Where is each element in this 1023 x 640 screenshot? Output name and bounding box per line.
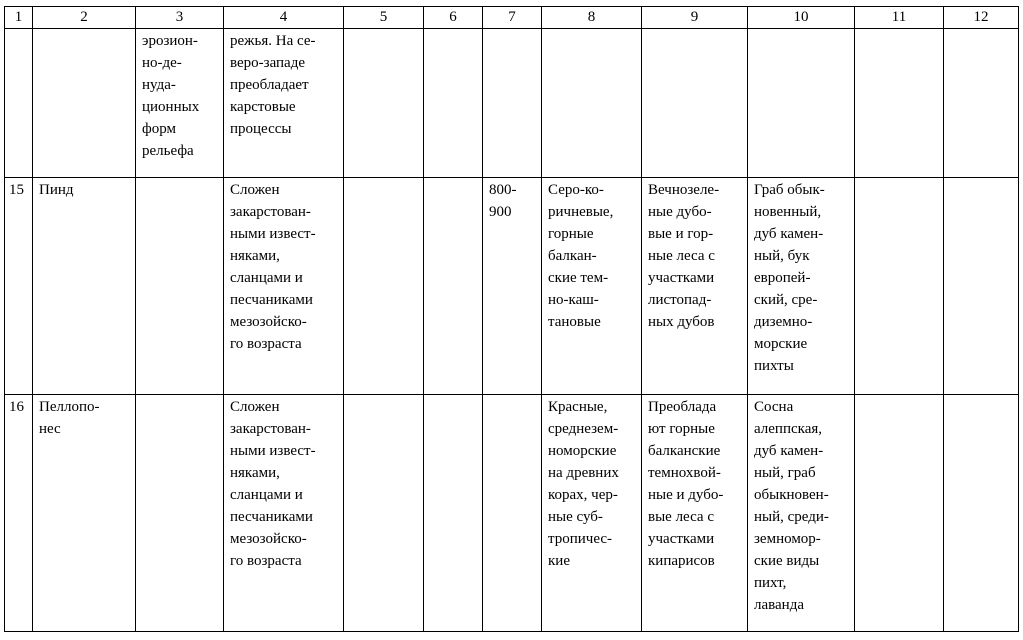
vegetation-cell [642, 29, 748, 178]
cell-text-line: вые и гор- [648, 226, 714, 242]
col11-cell [855, 178, 944, 395]
cell-text-line: балканские [648, 443, 721, 459]
cell-text-line: Сложен [230, 399, 280, 415]
cell-text-line: эрозион- [142, 33, 198, 49]
cell-text-line: листопад- [648, 292, 712, 308]
relief-cell [136, 178, 224, 395]
cell-text-line: на древних [548, 465, 619, 481]
cell-text-line: ные леса с [648, 248, 715, 264]
cell-text-line: ют горные [648, 421, 715, 437]
header-cell: 12 [944, 7, 1019, 29]
cell-text-line: горные [548, 226, 594, 242]
cell-text-line: Сосна [754, 399, 794, 415]
region-cell [33, 178, 136, 395]
cell-text-line: диземно- [754, 314, 813, 330]
header-row [5, 7, 1019, 29]
cell-text-line: но-де- [142, 55, 182, 71]
altitude-cell [483, 29, 542, 178]
header-cell: 2 [33, 7, 136, 29]
header-cell: 6 [424, 7, 483, 29]
cell-text-line: нуда- [142, 77, 176, 93]
vegetation-cell [642, 395, 748, 632]
cell-text-line: 800- [489, 182, 517, 198]
geology-cell [224, 178, 344, 395]
cell-text-line: морские [754, 336, 808, 352]
cell-text-line: режья. На се- [230, 33, 316, 49]
col12-cell [944, 395, 1019, 632]
header-cell: 10 [748, 7, 855, 29]
header-cell: 4 [224, 7, 344, 29]
cell-text-line: ный, граб [754, 465, 816, 481]
cell-text-line: веро-западе [230, 55, 306, 71]
cell-text-line: ские виды [754, 553, 820, 569]
region-cell [33, 395, 136, 632]
cell-text-line: лаванда [754, 597, 805, 613]
cell-text-line: новенный, [754, 204, 822, 220]
cell-text-line: няками, [230, 465, 280, 481]
relief-cell [136, 395, 224, 632]
col5-cell [344, 178, 424, 395]
col5-cell [344, 395, 424, 632]
cell-text-line: ными извест- [230, 443, 316, 459]
header-cell: 9 [642, 7, 748, 29]
cell-text-line: участками [648, 531, 715, 547]
region-cell [33, 29, 136, 178]
cell-text-line: пихты [754, 358, 794, 374]
cell-text-line: рельефа [142, 143, 194, 159]
cell-text-line: европей- [754, 270, 811, 286]
cell-text-line: тановые [548, 314, 601, 330]
cell-text-line: Преоблада [648, 399, 717, 415]
table-row [5, 395, 1019, 632]
cell-text-line: алеппская, [754, 421, 823, 437]
cell-text-line: песчаниками [230, 509, 313, 525]
cell-text-line: ные суб- [548, 509, 603, 525]
cell-text-line: песчаниками [230, 292, 313, 308]
cell-text-line: среднезем- [548, 421, 619, 437]
species-cell [748, 29, 855, 178]
cell-text-line: Пинд [39, 182, 74, 198]
vegetation-cell [642, 178, 748, 395]
cell-text-line: ных дубов [648, 314, 715, 330]
cell-text-line: дуб камен- [754, 226, 824, 242]
cell-text-line: 16 [9, 399, 24, 415]
cell-text-line: няками, [230, 248, 280, 264]
geology-cell [224, 29, 344, 178]
cell-text-line: вые леса с [648, 509, 714, 525]
geology-cell [224, 395, 344, 632]
cell-text-line: обыкновен- [754, 487, 829, 503]
header-cell: 1 [5, 7, 33, 29]
cell-text-line: го возраста [230, 553, 302, 569]
col6-cell [424, 395, 483, 632]
species-cell [748, 178, 855, 395]
cell-text-line: Серо-ко- [548, 182, 604, 198]
soil-cell [542, 395, 642, 632]
header-cell: 11 [855, 7, 944, 29]
cell-text-line: участками [648, 270, 715, 286]
cell-text-line: темнохвой- [648, 465, 721, 481]
cell-text-line: преобладает [230, 77, 309, 93]
cell-text-line: сланцами и [230, 487, 303, 503]
cell-text-line: Сложен [230, 182, 280, 198]
cell-text-line: Пеллопо- [39, 399, 100, 415]
cell-text-line: ские тем- [548, 270, 609, 286]
col6-cell [424, 29, 483, 178]
row-number-cell [5, 395, 33, 632]
row-number-cell [5, 29, 33, 178]
header-cell: 7 [483, 7, 542, 29]
cell-text-line: ционных [142, 99, 200, 115]
altitude-cell [483, 178, 542, 395]
header-cell: 3 [136, 7, 224, 29]
cell-text-line: дуб камен- [754, 443, 824, 459]
table-row [5, 178, 1019, 395]
col12-cell [944, 178, 1019, 395]
cell-text-line: ричневые, [548, 204, 614, 220]
cell-text-line: мезозойско- [230, 531, 307, 547]
cell-text-line: кипарисов [648, 553, 715, 569]
col12-cell [944, 29, 1019, 178]
cell-text-line: форм [142, 121, 176, 137]
cell-text-line: сланцами и [230, 270, 303, 286]
col5-cell [344, 29, 424, 178]
cell-text-line: Вечнозеле- [648, 182, 720, 198]
cell-text-line: закарстован- [230, 421, 311, 437]
cell-text-line: корах, чер- [548, 487, 618, 503]
cell-text-line: мезозойско- [230, 314, 307, 330]
col6-cell [424, 178, 483, 395]
col11-cell [855, 395, 944, 632]
soil-cell [542, 178, 642, 395]
col11-cell [855, 29, 944, 178]
cell-text-line: ные дубо- [648, 204, 712, 220]
data-table [4, 6, 1019, 632]
cell-text-line: ский, сре- [754, 292, 818, 308]
species-cell [748, 395, 855, 632]
cell-text-line: процессы [230, 121, 292, 137]
cell-text-line: карстовые [230, 99, 296, 115]
cell-text-line: нес [39, 421, 61, 437]
cell-text-line: земномор- [754, 531, 821, 547]
row-number-cell [5, 178, 33, 395]
cell-text-line: ный, бук [754, 248, 810, 264]
header-cell: 5 [344, 7, 424, 29]
cell-text-line: пихт, [754, 575, 787, 591]
table-row [5, 29, 1019, 178]
cell-text-line: 900 [489, 204, 512, 220]
cell-text-line: балкан- [548, 248, 597, 264]
cell-text-line: ный, среди- [754, 509, 829, 525]
cell-text-line: го возраста [230, 336, 302, 352]
cell-text-line: закарстован- [230, 204, 311, 220]
cell-text-line: тропичес- [548, 531, 613, 547]
relief-cell [136, 29, 224, 178]
cell-text-line: номорские [548, 443, 617, 459]
cell-text-line: 15 [9, 182, 24, 198]
altitude-cell [483, 395, 542, 632]
cell-text-line: кие [548, 553, 570, 569]
cell-text-line: Красные, [548, 399, 608, 415]
soil-cell [542, 29, 642, 178]
cell-text-line: но-каш- [548, 292, 599, 308]
cell-text-line: ными извест- [230, 226, 316, 242]
cell-text-line: Граб обык- [754, 182, 825, 198]
header-cell: 8 [542, 7, 642, 29]
cell-text-line: ные и дубо- [648, 487, 724, 503]
